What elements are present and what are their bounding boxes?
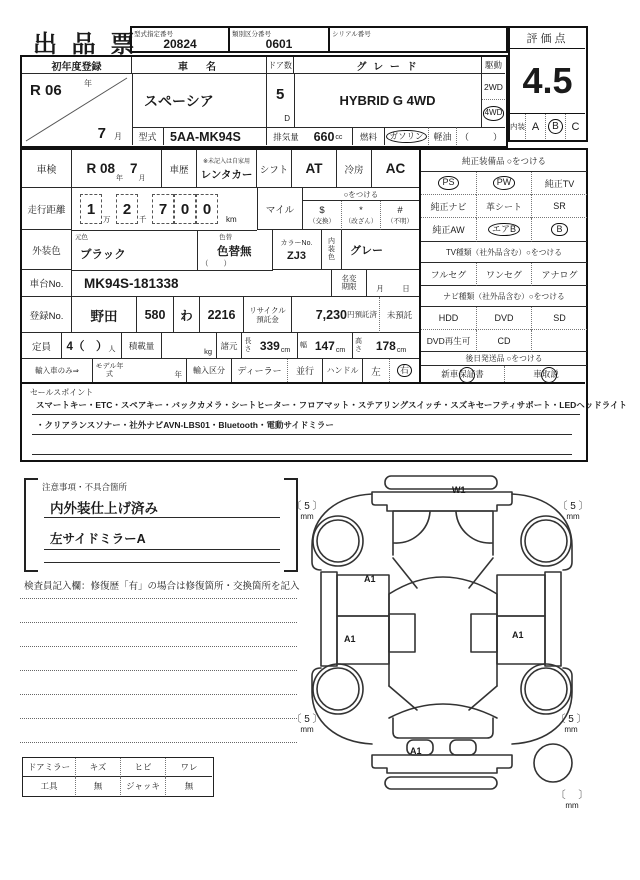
handle-label: ハンドル (322, 359, 362, 382)
shift-label: シフト (257, 150, 292, 188)
equipment-sr: SR (531, 195, 587, 218)
height-unit: cm (396, 347, 407, 354)
length-value: 339 (259, 338, 280, 353)
sales-label: セールスポイント (30, 388, 94, 397)
int-color-value: グレー (342, 230, 419, 270)
color-no-value: ZJ3 (287, 249, 306, 262)
odometer-digit-3: 7 (152, 194, 174, 224)
base-color-label: 元色 (75, 234, 88, 241)
fuel-label: 燃料 (352, 127, 384, 145)
model-code-box (130, 26, 230, 53)
notes-title: 注意事項・不具合箇所 (42, 482, 128, 492)
inspector-line (20, 670, 297, 671)
tread-front-left-value: 〔 5 〕 (291, 501, 323, 512)
fuel-gasoline-mark: ガソリン (386, 130, 426, 143)
score-box (508, 26, 588, 142)
tools-r1c1: ドアミラー (23, 758, 75, 777)
ext-color-label: 外装色 (22, 230, 72, 270)
tread-front-left-unit: mm (300, 512, 314, 521)
wear-mark-w1: W1 (452, 485, 466, 495)
rear-bumper (372, 755, 512, 773)
height-value-cell (364, 333, 419, 359)
door-front-right (497, 575, 545, 616)
tv-one-seg: ワンセグ (476, 263, 531, 286)
serial-label: シリアル番号 (332, 31, 371, 38)
tire-rear-left (313, 664, 363, 714)
spec-label: 諸元 (217, 333, 242, 359)
doors-sub: D (284, 114, 290, 123)
odometer-digit-1: 0 (196, 194, 218, 224)
reg-number: 2216 (200, 297, 244, 333)
recycle-value: 7,230 (315, 307, 347, 322)
width-value: 147 (314, 338, 335, 353)
drive-4wd-mark: 4WD (483, 106, 505, 120)
equipment-navi: 純正ナビ (421, 195, 476, 218)
drive-2wd: 2WD (482, 74, 505, 100)
load-label: 積載量 (122, 333, 162, 359)
class-code-value: 0601 (265, 37, 293, 51)
first-reg-month-unit: 月 (114, 132, 122, 141)
shipping-warranty (421, 366, 504, 382)
equipment-leather: 革シート (476, 195, 531, 218)
roof-window-right (471, 614, 497, 652)
tire-front-left (313, 516, 363, 566)
odometer-cell (72, 188, 257, 231)
mileage-opt-tampered (341, 201, 380, 230)
tread-spare-value: 〔 〕 (555, 790, 589, 801)
model-code-label: 型式指定番号 (134, 31, 173, 38)
sill-left (321, 572, 337, 666)
door-rear-right (497, 616, 545, 664)
load-unit: kg (204, 347, 212, 356)
tools-r1c4: ワレ (165, 758, 212, 777)
equipment-title: 純正装備品 ○をつける (421, 150, 587, 172)
shipping-title: 後日発送品 ○をつける (421, 352, 587, 366)
mileage-opt-exchange (302, 201, 341, 230)
odometer-unit: km (226, 215, 237, 224)
roof-window-left (389, 614, 415, 652)
wiper-right (456, 512, 492, 543)
sales-box (22, 382, 628, 461)
mileage-opt-exchange-sub: （交換） (309, 218, 335, 225)
tread-rear-right-unit: mm (564, 725, 578, 734)
fuel-paren-close: ） (492, 132, 502, 142)
model-value: 5AA-MK94S (164, 127, 267, 145)
tread-front-right (556, 497, 590, 521)
base-color-cell (72, 230, 198, 271)
recycle-label: リサイクル預託金 (249, 305, 286, 324)
interior-grade-label: 内装 (510, 121, 525, 131)
length-label-cell (242, 333, 254, 359)
fuel-diesel: 軽油 (428, 127, 456, 145)
rear-bumper-lip (385, 777, 497, 789)
recycle-value-cell (292, 297, 379, 333)
displacement-value: 660 (313, 129, 335, 144)
tire-front-right (521, 516, 571, 566)
score-value: 4.5 (522, 60, 573, 101)
fuel-diesel-paren (456, 127, 505, 145)
equipment-b-mark: B (551, 223, 567, 237)
shipping-warranty-label: 新車保証書 (441, 369, 484, 379)
tread-front-left (290, 497, 324, 521)
tools-r2c3: ジャッキ (120, 777, 165, 795)
shaken-value (72, 150, 162, 188)
width-value-cell (309, 333, 352, 359)
history-value-cell (197, 150, 257, 188)
main-block (20, 148, 628, 462)
tv-type-title: TV種類（社外品含む）○をつける (421, 242, 587, 263)
equipment-ps (421, 172, 476, 195)
shipping-manual-label: 車取説 (533, 369, 559, 379)
handle-right-mark: 右 (397, 364, 412, 378)
tread-rear-left (290, 710, 324, 734)
navi-type-title: ナビ種類（社外品含む）○をつける (421, 286, 587, 307)
height-label-cell (352, 333, 364, 359)
equipment-pw-mark: PW (493, 176, 516, 190)
navi-sd: SD (531, 307, 587, 330)
odometer-sen-unit: 千 (139, 215, 147, 224)
color-no-label: カラーNo. (280, 239, 313, 247)
color-change-cell (197, 230, 273, 271)
height-value: 178 (375, 338, 396, 353)
reg-label: 登録No. (22, 297, 72, 333)
sill-right (545, 572, 561, 666)
tire-front-right-inner (525, 520, 567, 562)
odometer-man-unit: 万 (103, 215, 111, 224)
meihen-day-unit: 日 (402, 284, 410, 293)
car-diagram (290, 466, 590, 806)
tire-rear-right-inner (525, 668, 567, 710)
model-code-value: 20824 (163, 37, 197, 51)
sales-underline-1 (32, 414, 580, 415)
first-reg-year: R 06 (30, 82, 62, 99)
wear-mark-a1-rear-right: A1 (512, 630, 524, 640)
roof-rear-curve (389, 704, 497, 718)
import-division-label: 輸入区分 (186, 359, 231, 382)
color-no-cell (272, 230, 322, 270)
interior-grade-b (545, 114, 565, 139)
meihen-date-cell (367, 270, 419, 297)
a-pillar-right (469, 558, 493, 588)
mileage-opt-tampered-symbol: * (359, 205, 363, 216)
shaken-month-unit: 月 (138, 175, 146, 182)
inspector-note: 検査員記入欄：修復歴「有」の場合は修復箇所・交換箇所を記入 (24, 581, 300, 592)
shift-value: AT (292, 150, 337, 188)
width-label-cell (297, 333, 309, 359)
model-year-label: モデル年式 (95, 362, 124, 378)
inspector-line (20, 598, 297, 599)
length-label: 長さ (244, 337, 252, 353)
handle-right (389, 359, 419, 382)
equipment-ps-mark: PS (438, 176, 458, 190)
c-pillar-left (389, 686, 417, 710)
class-code-label: 類別区分番号 (232, 31, 271, 38)
navi-cd: CD (476, 330, 531, 352)
wear-mark-a1-front-left-door: A1 (364, 574, 376, 584)
notes-line2: 左サイドミラーA (50, 532, 146, 546)
first-reg-cell (22, 74, 133, 145)
class-code-box (230, 26, 330, 53)
shaken-label: 車検 (22, 150, 72, 188)
handle-left: 左 (362, 359, 389, 382)
mileage-opt-unknown-symbol: # (397, 205, 403, 216)
tv-full-seg: フルセグ (421, 263, 476, 286)
capacity-value: 4（ ） (66, 340, 108, 353)
sales-underline-3 (32, 454, 572, 455)
serial-box (330, 26, 508, 53)
color-change-paren: （ ） (201, 259, 231, 268)
navi-empty (531, 330, 587, 352)
odometer-digit-man: 1 (80, 194, 102, 224)
notes-underline-3 (44, 562, 280, 563)
notes-line1: 内外装仕上げ済み (50, 501, 158, 516)
recycle-label-cell (244, 297, 292, 333)
wear-mark-a1-rear-left: A1 (344, 634, 356, 644)
circle-mark-manual (541, 367, 557, 383)
color-change-value: 色替無 (217, 246, 252, 258)
recycle-alt: 未預託 (379, 297, 419, 333)
equipment-column (419, 150, 587, 382)
rear-gate-tab-right (450, 740, 476, 755)
tread-spare (554, 786, 590, 810)
tools-r2c2: 無 (75, 777, 120, 795)
drive-4wd (482, 100, 505, 127)
tread-front-right-unit: mm (566, 512, 580, 521)
front-bumper-lip (385, 476, 497, 489)
equipment-b (531, 218, 587, 242)
meihen-month-unit: 月 (376, 284, 384, 293)
first-reg-header: 初年度登録 (22, 57, 132, 74)
shaken-month: 7 (130, 161, 138, 176)
chassis-label: 車台No. (22, 270, 72, 297)
odometer-digit-sen: 2 (116, 194, 138, 224)
tools-table (22, 757, 214, 797)
fuel-gasoline (384, 127, 428, 145)
interior-grade-row (510, 113, 585, 139)
displacement-label: 排気量 (267, 127, 305, 145)
import-label: 輸入車のみ⇒ (35, 366, 79, 375)
inspector-line (20, 694, 297, 695)
tread-rear-right (554, 710, 588, 734)
reg-kana: わ (174, 297, 200, 333)
tread-spare-unit: mm (565, 801, 579, 810)
capacity-label: 定員 (22, 333, 62, 359)
windshield (393, 511, 493, 555)
door-front-left (337, 575, 389, 616)
first-reg-year-unit: 年 (84, 79, 92, 88)
model-year-label-cell (92, 359, 126, 382)
notes-bracket-left (24, 478, 38, 572)
equipment-tv: 純正TV (531, 172, 587, 195)
doors-header: ドア数 (267, 57, 294, 74)
wiper-left (394, 512, 430, 543)
sales-line1: スマートキー・ETC・スペアキー・バックカメラ・シートヒーター・フロアマット・ステアリングスイッチ・スズキセーフティサポート・LEDヘッドライト (36, 400, 628, 410)
inspector-line (20, 622, 297, 623)
tire-rear-left-inner (317, 668, 359, 710)
navi-dvd: DVD (476, 307, 531, 330)
recycle-suffix: 円預託済 (347, 310, 377, 319)
int-color-label: 内装色 (328, 237, 335, 261)
interior-grade-a: A (525, 114, 545, 139)
notes-underline-2 (44, 549, 280, 550)
notes-underline-1 (44, 517, 280, 518)
grade-header: グ レ ー ド (294, 57, 482, 74)
meihen-label-cell (332, 270, 367, 297)
a-pillar-left (393, 558, 417, 588)
inspector-line (20, 718, 297, 719)
tools-r2c1: 工具 (40, 781, 58, 791)
mileage-label: 走行距離 (22, 188, 72, 230)
score-label: 評価点 (510, 28, 585, 49)
tools-r1c2: キズ (75, 758, 120, 777)
tools-r2c4: 無 (165, 777, 212, 795)
doors-value: 5 (276, 86, 285, 103)
history-value: レンタカー (200, 169, 253, 181)
mileage-mark-note: ○をつける (302, 188, 419, 201)
sales-underline-2 (32, 434, 572, 435)
equipment-pw (476, 172, 531, 195)
history-label: 車歴 (162, 150, 197, 188)
shipping-manual (504, 366, 587, 382)
car-name-header: 車 名 (132, 57, 267, 74)
mileage-opt-unknown-sub: （不明） (387, 218, 413, 225)
model-year-unit: 年 (174, 370, 182, 379)
interior-grade-c: C (565, 114, 585, 139)
tread-rear-right-value: 〔 5 〕 (555, 714, 587, 725)
capacity-unit: 人 (108, 346, 116, 353)
tire-front-left-inner (317, 520, 359, 562)
spare-tire (534, 744, 572, 782)
tread-rear-left-unit: mm (300, 725, 314, 734)
color-change-label: 色替 (219, 234, 232, 241)
displacement-unit: cc (335, 134, 343, 141)
reg-area: 野田 (72, 297, 137, 333)
shaken-year-unit: 年 (116, 175, 123, 182)
c-pillar-right (469, 686, 497, 710)
tire-rear-right (521, 664, 571, 714)
equipment-airbag (476, 218, 531, 242)
mileage-opt-exchange-symbol: $ (319, 205, 325, 216)
mile-cell: マイル (257, 188, 302, 230)
int-color-label-cell (322, 230, 342, 270)
width-unit: cm (335, 347, 346, 354)
load-value-cell (162, 333, 217, 359)
sales-line2: ・クリアランスソナー・社外ナビAVN-LBS01・Bluetooth・電動サイドミラー (36, 420, 334, 430)
navi-hdd: HDD (421, 307, 476, 330)
sheet-title: 出 品 票 (33, 31, 139, 58)
import-parallel: 並行 (287, 359, 322, 382)
chassis-value: MK94S-181338 (72, 270, 332, 297)
tread-front-right-value: 〔 5 〕 (557, 501, 589, 512)
reg-class: 580 (137, 297, 174, 333)
height-label: 高さ (355, 337, 362, 353)
capacity-value-cell (62, 333, 122, 359)
fuel-paren-open: （ (460, 132, 470, 142)
shaken-year: R 08 (86, 161, 115, 176)
length-value-cell (254, 333, 297, 359)
navi-dvd-play: DVD再生可 (421, 330, 476, 352)
front-bumper (372, 492, 512, 511)
drive-header: 駆動 (482, 57, 505, 74)
first-reg-month: 7 (97, 125, 106, 142)
mileage-opt-unknown (380, 201, 419, 230)
tread-rear-left-value: 〔 5 〕 (291, 714, 323, 725)
history-note: ※未記入は自家用 (202, 159, 251, 165)
ac-value: AC (372, 150, 419, 188)
tv-analog: アナログ (531, 263, 587, 286)
meihen-label: 名変期限 (341, 274, 357, 291)
width-label: 幅 (300, 341, 307, 349)
equipment-airbag-mark: エアB (488, 223, 520, 237)
length-unit: cm (280, 347, 291, 354)
doors-cell (267, 74, 295, 127)
equipment-aw: 純正AW (421, 218, 476, 242)
odometer-digit-2: 0 (174, 194, 196, 224)
rear-gate (393, 718, 493, 738)
model-year-value-cell (126, 359, 186, 382)
import-dealer: ディーラー (231, 359, 287, 382)
base-color-value: ブラック (80, 249, 126, 261)
tools-r1c3: ヒビ (120, 758, 165, 777)
circle-mark-warranty (459, 367, 475, 383)
vehicle-block (20, 55, 508, 148)
model-label: 型式 (132, 127, 164, 145)
grade-value: HYBRID G 4WD (294, 74, 482, 127)
roof-front-curve (389, 577, 497, 594)
wear-mark-a1-rear-bumper: A1 (410, 746, 422, 756)
inspector-line (20, 742, 297, 743)
car-name-value: スペーシア (132, 74, 267, 127)
mileage-opt-tampered-sub: （改ざん） (344, 218, 378, 225)
inspector-line (20, 646, 297, 647)
displacement-value-cell (305, 127, 352, 145)
interior-grade-b-mark: B (548, 119, 563, 134)
ac-label: 冷房 (337, 150, 372, 188)
